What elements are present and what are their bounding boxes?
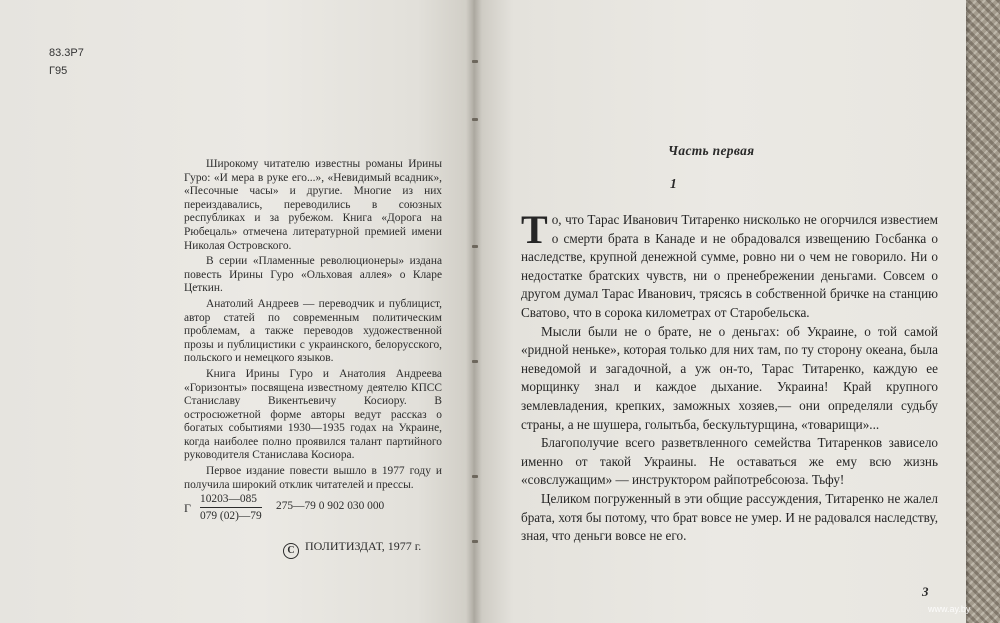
binding-stitch xyxy=(472,60,478,63)
text-paragraph xyxy=(521,207,938,323)
publication-code-letter: Г xyxy=(184,501,191,515)
drop-cap: Т xyxy=(521,207,548,252)
annotation-paragraph: Анатолий Андреев — переводчик и публицист, автор статей по современным политическим проблемам, а также переводов художественной прозы и публицистики с украинского, белорусского, польского и немецкого языков. xyxy=(184,297,442,365)
chapter-text xyxy=(521,207,938,546)
page-number: 3 xyxy=(922,584,929,599)
publication-code-fraction xyxy=(200,491,262,524)
copyright-icon: C xyxy=(283,543,299,559)
binding-stitch xyxy=(472,360,478,363)
copyright-text: ПОЛИТИЗДАТ, 1977 г. xyxy=(305,539,422,553)
library-classification xyxy=(49,44,84,80)
binding-stitch xyxy=(472,118,478,121)
annotation-paragraph: Широкому читателю известны романы Ирины Гуро: «И мера в руке его...», «Невидимый всадник», «Песочные часы» и другие. Многие из них переиздавались, переводились в союзных республиках и за рубежом. Книга «Дорога на Рюбецаль» отмечена литературной премией имени Николая Островского. xyxy=(184,158,442,252)
paragraph-text: о, что Тарас Иванович Титаренко нисколько не огорчился известием о смерти брата в Канаде и не обрадовался извещению Госбанка о наследстве, крупной денежной сумме, ровно ни о чем не говорило. Ни о недостатке братских чувств, ни о пренебрежении деньгами. Совсем о другом думал Тарас Иванович, трясясь в собственной бричке на станцию Сватово, что в сорока километрах от Старобельска. xyxy=(521,212,938,320)
text-paragraph: Благополучие всего разветвленного семейства Титаренков зависело именно от такой Украины. Не оставаться же ему всю жизнь «совслужащим» — инструктором райпотребсоюза. Тьфу! xyxy=(521,435,938,488)
bbk-code: 83.3Р7 xyxy=(49,47,84,59)
book-gutter xyxy=(466,0,482,623)
publication-code-denominator: 079 (02)—79 xyxy=(200,507,262,524)
annotation-paragraph: Книга Ирины Гуро и Анатолия Андреева «Горизонты» посвящена известному деятелю КПСС Станиславу Викентьевичу Косиору. В остросюжетной форме авторы ведут рассказ о богатых событиями 1930—1935 годах на Украине, когда наиболее полно проявился талант партийного руководителя Станислава Косиора. xyxy=(184,367,442,462)
book-annotation xyxy=(184,158,442,494)
text-paragraph: Мысли были не о брате, не о деньгах: об Украине, о той самой «ридной неньке», которая только для них там, по ту сторону океана, была неведомой и загадочной, а уж он-то, Тарас Титаренко, каждую ее морщинку знал и каждое дыхание. Украина! Край крупного землевладения, крепких, заможных хозяев,— они определяли судьбу страны, а не шушера, голытьба, бескультурщина, «товарищи»... xyxy=(521,323,938,432)
author-mark: Г95 xyxy=(49,65,68,77)
chapter-number: 1 xyxy=(670,176,677,191)
publication-code-numerator: 10203—085 xyxy=(200,493,257,505)
binding-stitch xyxy=(472,245,478,248)
binding-stitch xyxy=(472,475,478,478)
site-watermark: www.ay.by xyxy=(928,604,971,614)
text-paragraph: Целиком погруженный в эти общие рассуждения, Титаренко не жалел брата, хотя бы потому, что брат вовсе не умер. И не радовался наследству, зная, что деньги вовсе не его. xyxy=(521,490,938,544)
binding-stitch xyxy=(472,540,478,543)
publication-code-rest: 275—79 0 902 030 000 xyxy=(276,500,385,512)
left-page xyxy=(0,0,474,623)
annotation-paragraph: Первое издание повести вышло в 1977 году и получила широкий отклик читателей и прессы. xyxy=(184,465,442,491)
annotation-paragraph: В серии «Пламенные революционеры» издана повесть Ирины Гуро «Ольховая аллея» о Кларе Цеткин. xyxy=(184,255,442,295)
copyright-line xyxy=(283,539,421,559)
part-title: Часть первая xyxy=(668,143,755,158)
